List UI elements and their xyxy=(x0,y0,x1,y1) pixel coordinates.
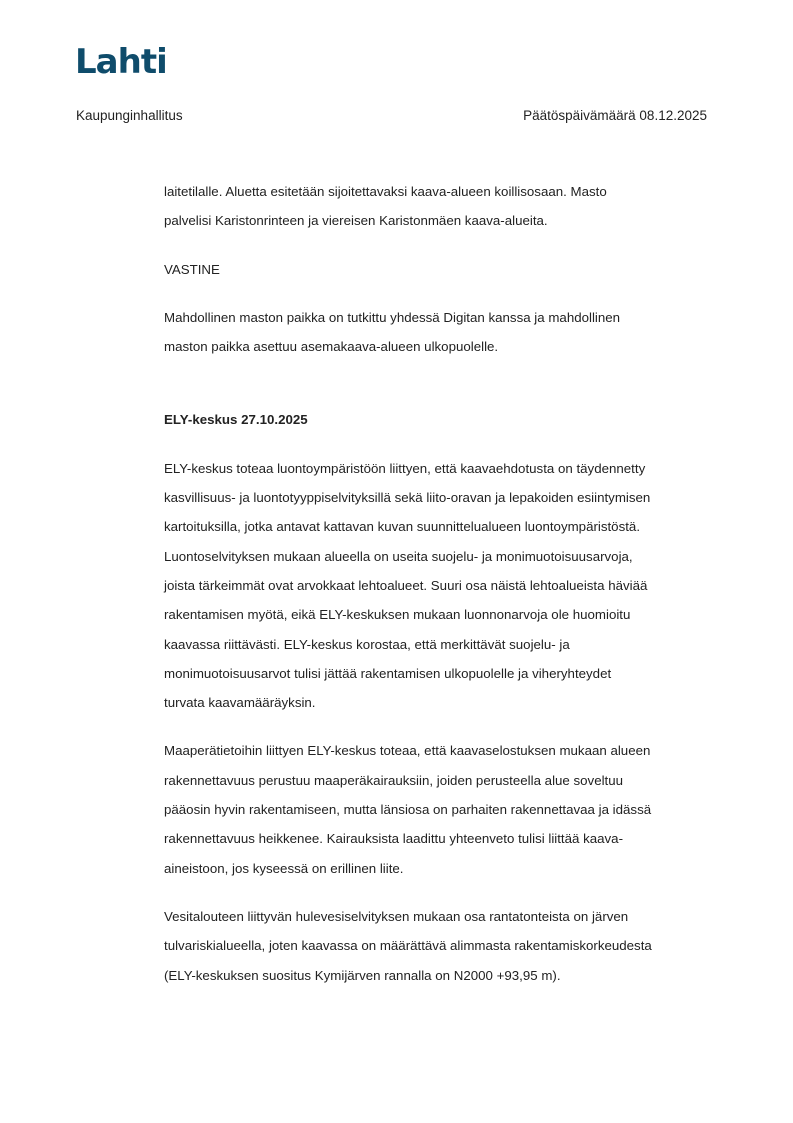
ely-paragraph-soil: Maaperätietoihin liittyen ELY-keskus toteaa, että kaavaselostuksen mukaan alueen rakennettavuus perustuu maaperäkairauksiin, joiden perusteella alue soveltuu pääosin hyvin rakentamiseen, mutta länsiosa on parhaiten rakennettavaa ja idässä rakennettavuus heikkenee. Kairauksista laadittu yhteenveto tulisi liittää kaava- aineistoon, jos kyseessä on erillinen liite. xyxy=(164,743,652,876)
vastine-heading: VASTINE xyxy=(164,261,220,277)
vastine-paragraph: Mahdollinen maston paikka on tutkittu yhdessä Digitan kanssa ja mahdollinen maston paikka asettuu asemakaava-alueen ulkopuolelle. xyxy=(164,309,621,355)
paragraph-continuation: laitetilalle. Aluetta esitetään sijoitettavaksi kaava-alueen koillisosaan. Masto palvelisi Karistonrinteen ja viereisen Karistonmäen kaava-alueita. xyxy=(164,184,607,229)
organization-name: Kaupunginhallitus xyxy=(76,108,183,123)
lahti-logo: Lahti xyxy=(75,42,167,82)
ely-paragraph-water: Vesitalouteen liittyvän hulevesiselvityksen mukaan osa rantatonteista on järven tulvariskialueella, joten kaavassa on määrättävä alimmasta rakentamiskorkeudesta (ELY-keskuksen suositus Kymijärven rannalla on N2000 +93,95 m). xyxy=(164,908,652,983)
ely-paragraph-nature: ELY-keskus toteaa luontoympäristöön liittyen, että kaavaehdotusta on täydennetty kasvillisuus- ja luontotyyppiselvityksillä sekä liito-oravan ja lepakoiden esiintymisen kartoituksilla, jotka antavat kattavan kuvan suunnittelualueen luontoympäristöstä. Luontoselvityksen mukaan alueella on useita suojelu- ja monimuotoisuusarvoja, joista tärkeimmät ovat arvokkaat lehtoalueet. Suuri osa näistä lehtoalueista häviää rakentamisen myötä, eikä ELY-keskuksen mukaan luonnonarvoja ole huomioitu kaavassa riittävästi. ELY-keskus korostaa, että merkittävät suojelu- ja monimuotoisuusarvot tulisi jättää rakentamisen ulkopuolelle ja viheryhteydet turvata kaavamääräyksin. xyxy=(164,460,651,711)
decision-date: Päätöspäivämäärä 08.12.2025 xyxy=(523,108,707,123)
document-body xyxy=(164,177,724,990)
ely-heading: ELY-keskus 27.10.2025 xyxy=(164,412,308,428)
